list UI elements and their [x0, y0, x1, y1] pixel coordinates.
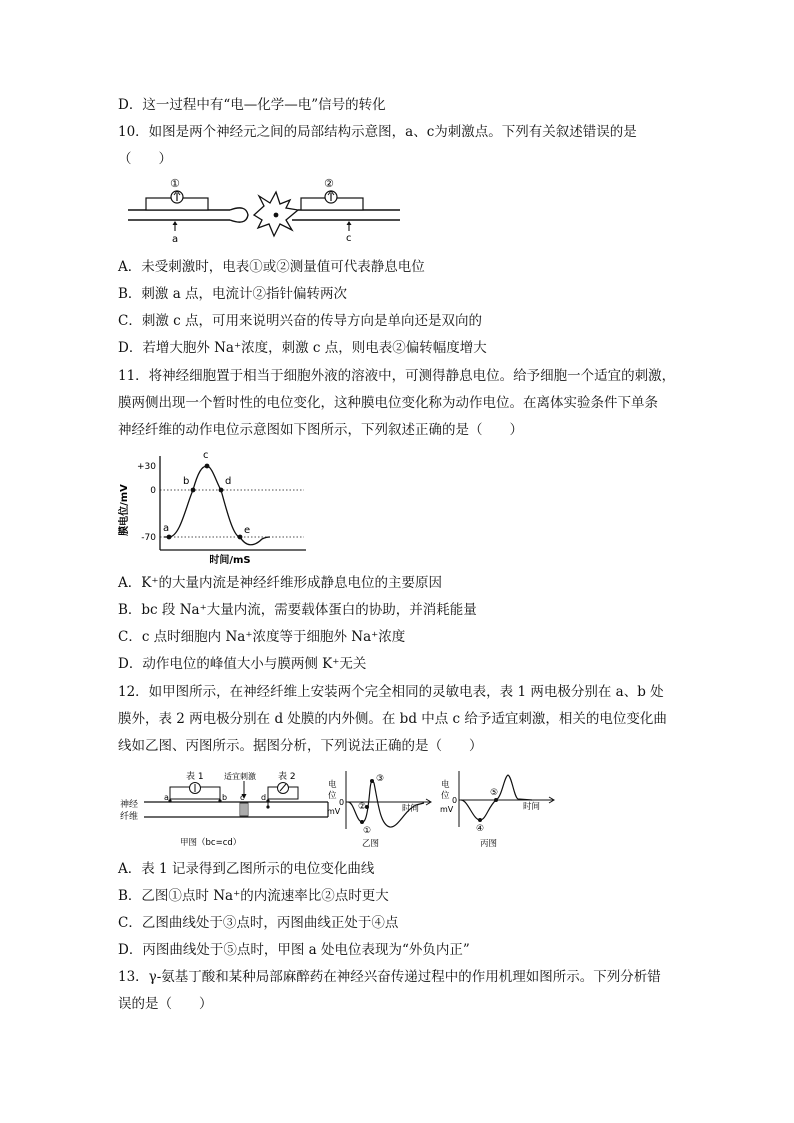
ap-point-d: [219, 488, 224, 493]
q11-action-potential-chart: [118, 452, 318, 572]
q11-stem-line3: 神经纤维的动作电位示意图如下图所示，下列叙述正确的是（ ）: [118, 422, 523, 438]
q11-option-b: B．bc 段 Na⁺大量内流，需要载体蛋白的协助，并消耗能量: [118, 602, 477, 618]
yi-marker-2: ②: [358, 802, 367, 812]
point-c: c: [240, 793, 245, 802]
bing-marker-5: ⑤: [490, 788, 499, 798]
figure-yi-caption: 乙图: [362, 839, 380, 849]
bing-zero: 0: [452, 796, 458, 805]
ap-xlabel: 时间/mS: [209, 555, 251, 566]
fiber-label-1: 神经: [120, 800, 139, 810]
ap-ylabel: 膜电位/mV: [119, 484, 130, 536]
fiber-label-2: 纤维: [120, 812, 139, 822]
ap-point-c: [205, 464, 210, 469]
ap-point-label-b: b: [183, 476, 190, 487]
q10-stem-line1: 10．如图是两个神经元之间的局部结构示意图，a、c为刺激点。下列有关叙述错误的是: [118, 124, 637, 140]
q11-stem-line1: 11．将神经细胞置于相当于细胞外液的溶液中，可测得静息电位。给予细胞一个适宜的刺激，: [118, 368, 676, 384]
q12-option-a: A．表 1 记录得到乙图所示的电位变化曲线: [118, 861, 375, 877]
q10-neuron-figure: [118, 178, 408, 250]
figure-yi: [327, 771, 431, 849]
figure-bing-caption: 丙图: [480, 839, 498, 849]
meter1-label: 表 1: [186, 772, 204, 782]
q11-option-d: D．动作电位的峰值大小与膜两侧 K⁺无关: [118, 656, 367, 672]
figure-jia-caption: 甲图（bc=cd）: [180, 838, 242, 848]
ap-point-b: [191, 488, 196, 493]
q13-stem-line2: 误的是（ ）: [118, 996, 213, 1012]
ap-point-label-e: e: [244, 525, 251, 536]
point-b: b: [222, 793, 228, 802]
ap-point-a: [167, 535, 172, 540]
ap-point-e: [238, 535, 243, 540]
q10-option-a: A．未受刺激时，电表①或②测量值可代表静息电位: [118, 259, 425, 275]
ap-curve: [164, 466, 270, 545]
bing-ylabel-1: 电: [441, 780, 450, 790]
ap-point-label-a: a: [163, 523, 170, 534]
q10-option-c: C．刺激 c 点，可用来说明兴奋的传导方向是单向还是双向的: [118, 313, 482, 329]
q11-stem-line2: 膜两侧出现一个暂时性的电位变化，这种膜电位变化称为动作电位。在离体实验条件下单条: [118, 395, 658, 411]
yi-xlabel: 时间: [402, 804, 420, 814]
bing-ylabel-2: 位: [441, 791, 450, 801]
yi-ylabel-1: 电: [328, 780, 337, 790]
yi-marker-1: ①: [363, 826, 372, 836]
stimulus-label: 适宜刺激: [224, 772, 256, 781]
q12-stem-line3: 线如乙图、丙图所示。据图分析，下列说法正确的是（ ）: [118, 738, 483, 754]
yi-marker-3: ③: [376, 774, 385, 784]
ap-point-label-c: c: [203, 452, 209, 461]
meter2-label: 表 2: [278, 772, 296, 782]
q12-option-d: D．丙图曲线处于⑤点时，甲图 a 处电位表现为“外负内正”: [118, 942, 470, 958]
ap-ytick-2: -70: [141, 533, 156, 543]
q10-option-d: D．若增大胞外 Na⁺浓度，刺激 c 点，则电表②偏转幅度增大: [118, 340, 487, 356]
figure-bing: [440, 771, 554, 849]
bing-unit: mV: [440, 805, 454, 814]
yi-unit: mV: [327, 807, 341, 816]
q12-stem-line1: 12．如甲图所示，在神经纤维上安装两个完全相同的灵敏电表，表 1 两电极分别在 a、b 处: [118, 684, 664, 700]
meter2-label: ②: [324, 178, 334, 190]
meter1-label: ①: [170, 178, 180, 190]
point-a: a: [164, 793, 169, 802]
q10-option-b: B．刺激 a 点，电流计②指针偏转两次: [118, 286, 348, 302]
q12-option-c: C．乙图曲线处于③点时，丙图曲线正处于④点: [118, 915, 399, 931]
yi-zero: 0: [339, 798, 345, 807]
point-d: d: [261, 793, 267, 802]
ap-ytick-1: 0: [150, 486, 156, 496]
point-a-label: a: [172, 234, 179, 245]
q9-option-d: D．这一过程中有“电—化学—电”信号的转化: [118, 97, 386, 113]
bing-marker-4: ④: [476, 824, 485, 834]
q10-stem-line2: （ ）: [118, 151, 172, 167]
ap-point-label-d: d: [225, 476, 232, 487]
q12-figures: [118, 767, 558, 857]
q12-stem-line2: 膜外，表 2 两电极分别在 d 处膜的内外侧。在 bd 中点 c 给予适宜刺激，相关的电位变化曲: [118, 711, 667, 727]
bing-xlabel: 时间: [523, 802, 541, 812]
q11-option-c: C．c 点时细胞内 Na⁺浓度等于细胞外 Na⁺浓度: [118, 629, 406, 645]
q11-option-a: A．K⁺的大量内流是神经纤维形成静息电位的主要原因: [118, 575, 442, 591]
point-c-label: c: [346, 233, 352, 244]
yi-ylabel-2: 位: [328, 791, 337, 801]
ap-ytick-0: +30: [137, 462, 156, 472]
q13-stem-line1: 13．γ-氨基丁酸和某种局部麻醉药在神经兴奋传递过程中的作用机理如图所示。下列分析错: [118, 969, 661, 985]
q12-option-b: B．乙图①点时 Na⁺的内流速率比②点时更大: [118, 888, 389, 904]
figure-jia: [120, 770, 328, 848]
